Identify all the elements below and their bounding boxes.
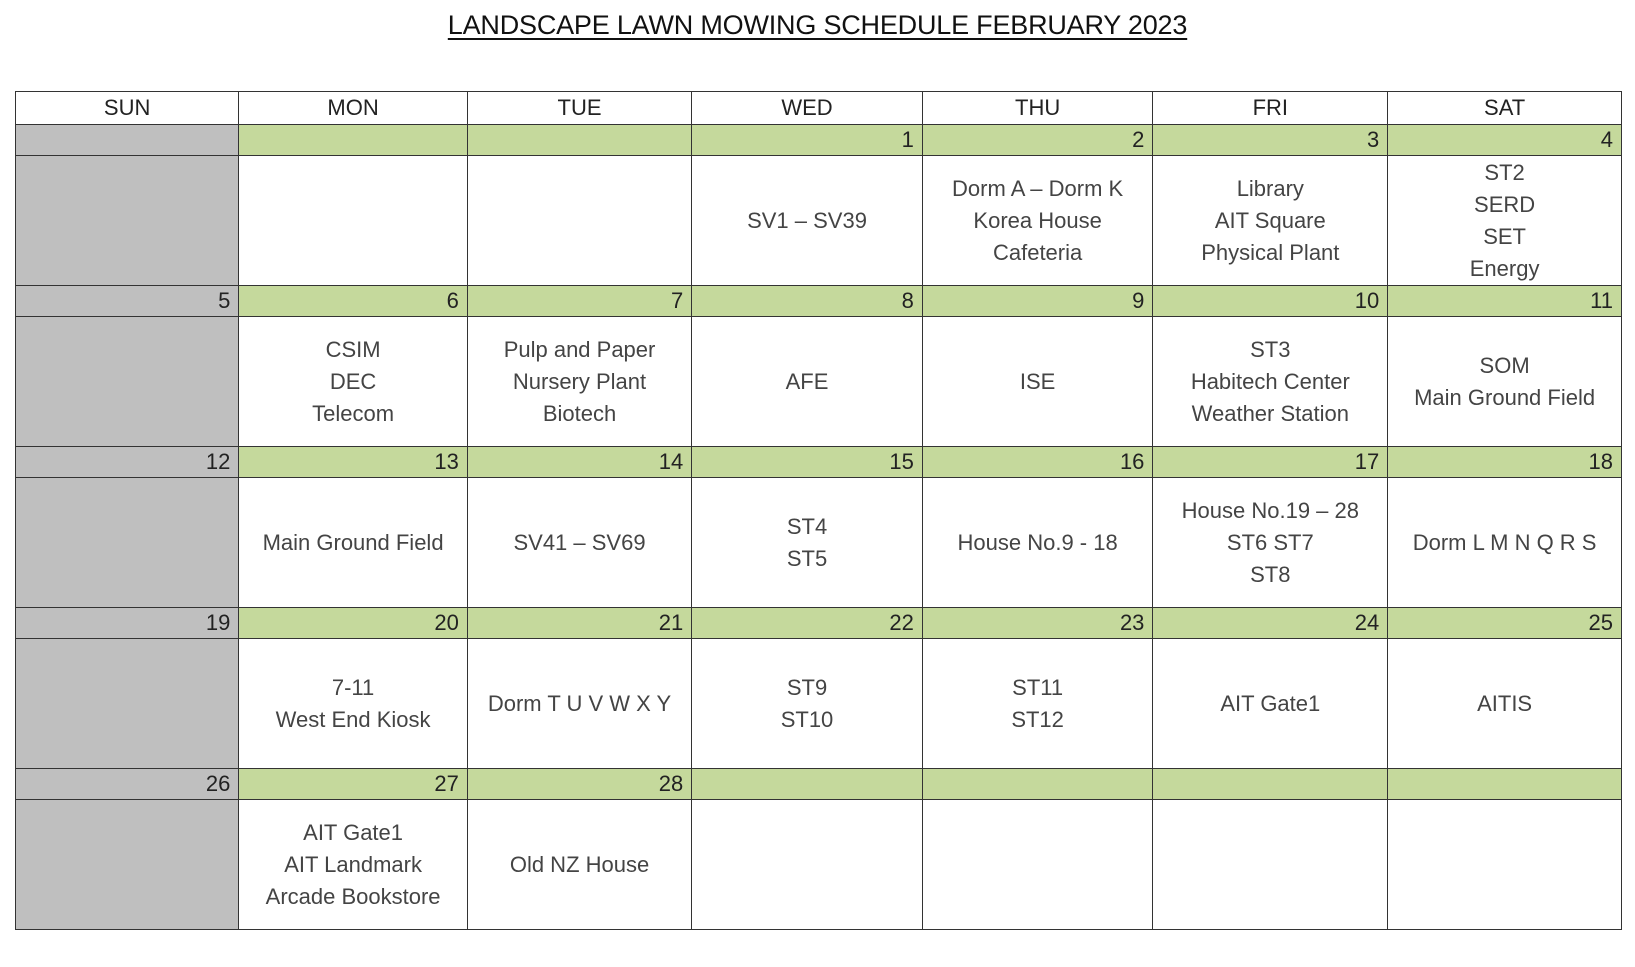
schedule-cell-mon: [239, 478, 468, 608]
schedule-row: [16, 317, 1622, 447]
date-cell-sun: 19: [16, 608, 239, 639]
schedule-entry: Physical Plant: [1201, 239, 1340, 265]
date-cell-sat: 25: [1388, 608, 1622, 639]
schedule-entry: SERD: [1474, 191, 1536, 217]
schedule-entry: CSIM: [325, 336, 381, 362]
date-cell-fri: [1153, 769, 1388, 800]
schedule-cell-sat: [1388, 156, 1622, 286]
schedule-entry: Korea House: [973, 207, 1102, 233]
schedule-cell-wed: [692, 639, 923, 769]
day-header-sat: SAT: [1388, 92, 1622, 125]
date-cell-sun: 12: [16, 447, 239, 478]
schedule-entry: House No.19 – 28: [1181, 497, 1359, 523]
date-cell-mon: 27: [239, 769, 468, 800]
schedule-entry: Dorm T U V W X Y: [487, 690, 672, 716]
schedule-cell-fri: [1153, 800, 1388, 930]
date-cell-sun: [16, 125, 239, 156]
schedule-entry: ISE: [1019, 368, 1056, 394]
date-cell-thu: [922, 769, 1153, 800]
schedule-cell-tue: [467, 156, 691, 286]
schedule-cell-sat: [1388, 800, 1622, 930]
date-cell-sat: 11: [1388, 286, 1622, 317]
schedule-entry: ST8: [1250, 561, 1291, 587]
day-header-fri: FRI: [1153, 92, 1388, 125]
schedule-entry: Nursery Plant: [512, 368, 647, 394]
schedule-row: [16, 156, 1622, 286]
schedule-entry: ST10: [780, 706, 834, 732]
schedule-entry: AITIS: [1477, 690, 1533, 716]
schedule-entry: Dorm L M N Q R S: [1412, 529, 1597, 555]
schedule-entry: AIT Landmark: [284, 851, 422, 877]
schedule-entry: ST5: [786, 545, 828, 571]
date-cell-fri: 3: [1153, 125, 1388, 156]
schedule-entry: Telecom: [312, 400, 395, 426]
date-cell-fri: 10: [1153, 286, 1388, 317]
schedule-entry: Habitech Center: [1190, 368, 1350, 394]
schedule-row: [16, 478, 1622, 608]
schedule-cell-sun: [16, 478, 239, 608]
date-cell-tue: 7: [467, 286, 691, 317]
date-cell-tue: 28: [467, 769, 691, 800]
date-cell-sat: 18: [1388, 447, 1622, 478]
schedule-entry: ST11: [1012, 674, 1064, 700]
schedule-cell-sat: [1388, 478, 1622, 608]
date-row: [16, 769, 1622, 800]
schedule-cell-thu: [922, 639, 1153, 769]
date-cell-fri: 24: [1153, 608, 1388, 639]
schedule-entry: ST6 ST7: [1226, 529, 1314, 555]
schedule-entry: SOM: [1479, 352, 1530, 378]
date-cell-sat: 4: [1388, 125, 1622, 156]
date-cell-wed: 22: [692, 608, 923, 639]
schedule-cell-sun: [16, 800, 239, 930]
date-cell-tue: 14: [467, 447, 691, 478]
schedule-cell-sun: [16, 156, 239, 286]
date-cell-tue: [467, 125, 691, 156]
schedule-entry: ST9: [786, 674, 828, 700]
date-row: [16, 125, 1622, 156]
date-cell-thu: 2: [922, 125, 1153, 156]
schedule-entry: Dorm A – Dorm K: [952, 175, 1124, 201]
schedule-cell-fri: [1153, 478, 1388, 608]
date-row: [16, 286, 1622, 317]
schedule-cell-sat: [1388, 317, 1622, 447]
day-header-row: [16, 92, 1622, 125]
schedule-entry: Pulp and Paper: [503, 336, 656, 362]
date-cell-mon: 6: [239, 286, 468, 317]
schedule-entry: Cafeteria: [992, 239, 1083, 265]
schedule-entry: Main Ground Field: [262, 529, 444, 555]
schedule-cell-fri: [1153, 639, 1388, 769]
schedule-entry: Main Ground Field: [1414, 384, 1596, 410]
schedule-cell-wed: [692, 800, 923, 930]
schedule-cell-mon: [239, 639, 468, 769]
schedule-entry: ST4: [786, 513, 828, 539]
schedule-entry: ST3: [1250, 336, 1291, 362]
date-cell-wed: 1: [692, 125, 923, 156]
schedule-cell-fri: [1153, 156, 1388, 286]
schedule-cell-sun: [16, 317, 239, 447]
date-cell-wed: 15: [692, 447, 923, 478]
date-cell-mon: [239, 125, 468, 156]
schedule-entry: AIT Square: [1214, 207, 1326, 233]
date-cell-mon: 13: [239, 447, 468, 478]
date-cell-thu: 9: [922, 286, 1153, 317]
schedule-cell-thu: [922, 800, 1153, 930]
schedule-entry: SV1 – SV39: [747, 207, 867, 233]
day-header-mon: MON: [239, 92, 468, 125]
schedule-entry: Library: [1236, 175, 1304, 201]
day-header-sun: SUN: [16, 92, 239, 125]
date-cell-thu: 16: [922, 447, 1153, 478]
date-cell-wed: [692, 769, 923, 800]
date-row: [16, 447, 1622, 478]
schedule-entry: 7-11: [331, 674, 375, 700]
schedule-cell-tue: [467, 800, 691, 930]
date-cell-mon: 20: [239, 608, 468, 639]
schedule-cell-wed: [692, 478, 923, 608]
date-cell-wed: 8: [692, 286, 923, 317]
schedule-entry: House No.9 - 18: [957, 529, 1118, 555]
day-header-wed: WED: [692, 92, 923, 125]
date-cell-sun: 5: [16, 286, 239, 317]
schedule-entry: Biotech: [542, 400, 617, 426]
date-cell-sat: [1388, 769, 1622, 800]
schedule-cell-tue: [467, 639, 691, 769]
schedule-entry: AIT Gate1: [1220, 690, 1321, 716]
schedule-cell-tue: [467, 317, 691, 447]
day-header-tue: TUE: [467, 92, 691, 125]
schedule-entry: Energy: [1469, 255, 1540, 281]
date-row: [16, 608, 1622, 639]
schedule-cell-mon: [239, 800, 468, 930]
schedule-cell-thu: [922, 478, 1153, 608]
schedule-cell-thu: [922, 156, 1153, 286]
schedule-entry: ST2: [1484, 159, 1525, 185]
schedule-entry: Arcade Bookstore: [265, 883, 441, 909]
schedule-cell-wed: [692, 156, 923, 286]
schedule-entry: SET: [1483, 223, 1526, 249]
schedule-entry: West End Kiosk: [275, 706, 431, 732]
schedule-entry: Old NZ House: [509, 851, 650, 877]
schedule-entry: DEC: [329, 368, 377, 394]
schedule-cell-sat: [1388, 639, 1622, 769]
schedule-cell-mon: [239, 317, 468, 447]
calendar-body: [16, 125, 1622, 930]
day-header-thu: THU: [922, 92, 1153, 125]
schedule-cell-wed: [692, 317, 923, 447]
schedule-cell-fri: [1153, 317, 1388, 447]
date-cell-fri: 17: [1153, 447, 1388, 478]
schedule-row: [16, 800, 1622, 930]
date-cell-tue: 21: [467, 608, 691, 639]
schedule-entry: AIT Gate1: [303, 819, 404, 845]
calendar-table: [15, 91, 1622, 930]
schedule-entry: ST12: [1011, 706, 1064, 732]
page-title: LANDSCAPE LAWN MOWING SCHEDULE FEBRUARY 2023: [447, 10, 1188, 40]
schedule-cell-mon: [239, 156, 468, 286]
date-cell-thu: 23: [922, 608, 1153, 639]
date-cell-sun: 26: [16, 769, 239, 800]
schedule-row: [16, 639, 1622, 769]
schedule-cell-tue: [467, 478, 691, 608]
schedule-entry: Weather Station: [1191, 400, 1349, 426]
schedule-entry: SV41 – SV69: [513, 529, 646, 555]
schedule-cell-thu: [922, 317, 1153, 447]
schedule-entry: AFE: [785, 368, 829, 394]
schedule-cell-sun: [16, 639, 239, 769]
